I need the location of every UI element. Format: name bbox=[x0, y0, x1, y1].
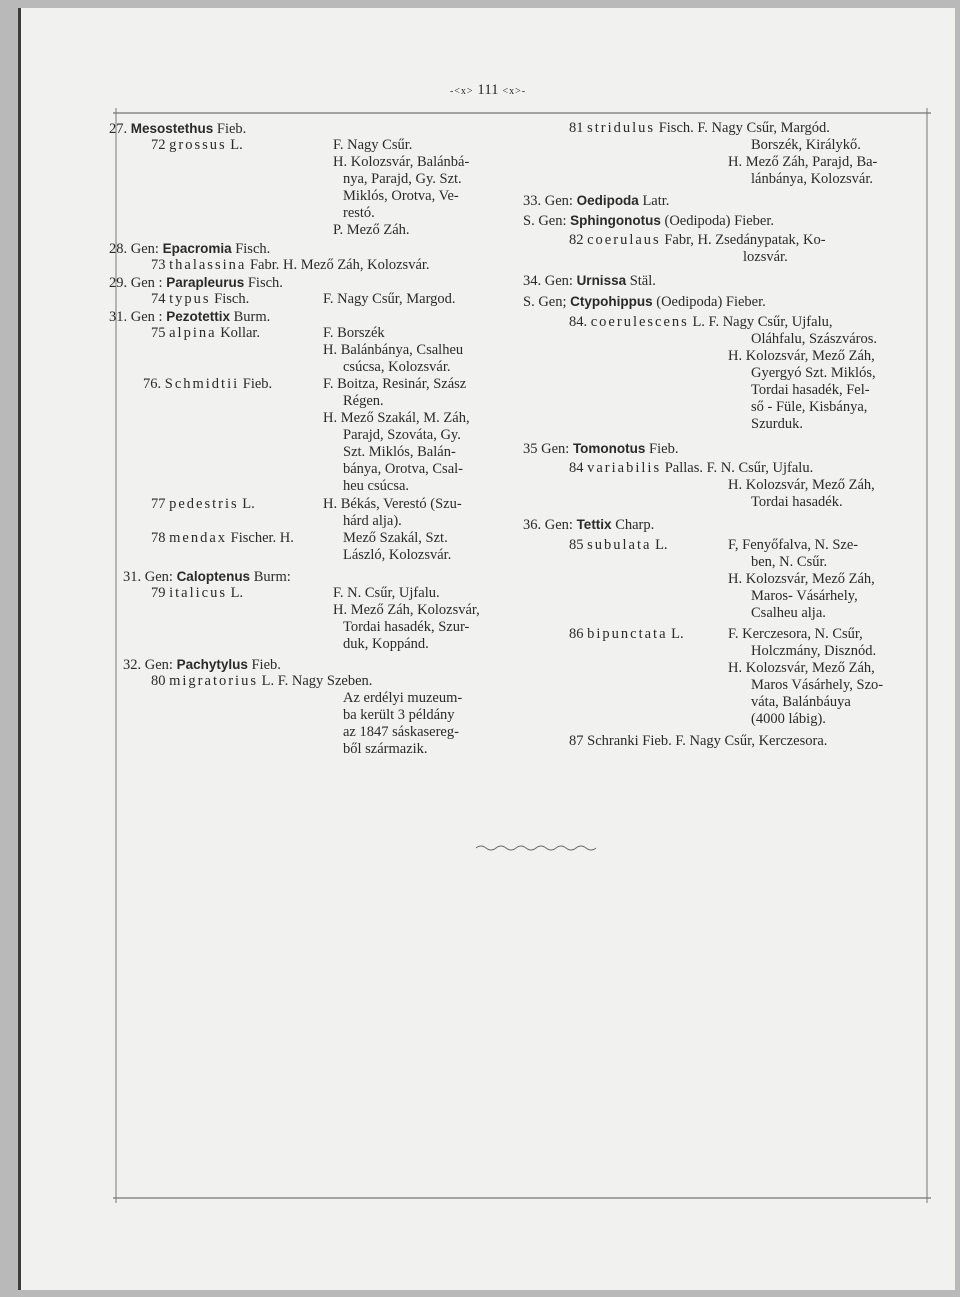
left-line bbox=[109, 274, 283, 292]
right-line bbox=[569, 733, 827, 750]
line-rest: Pallas. F. N. Csűr, Ujfalu. bbox=[661, 460, 814, 476]
genus-name: Parapleurus bbox=[166, 275, 245, 290]
line-text: H. Mező Szakál, M. Záh, bbox=[323, 410, 470, 426]
header-ornament-right: <x>- bbox=[502, 86, 527, 97]
right-line bbox=[751, 643, 876, 660]
line-text: 31. Gen : bbox=[109, 309, 167, 325]
header-ornament-left: -<x> bbox=[449, 86, 474, 97]
line-rest: Fabr, H. Zsedánypatak, Ko- bbox=[660, 232, 826, 248]
line-text: H. Balánbánya, Csalheu bbox=[323, 342, 464, 358]
line-rest: Charp. bbox=[611, 517, 655, 533]
genus-name: Caloptenus bbox=[176, 569, 251, 584]
left-line bbox=[151, 325, 260, 342]
line-text: F, Fenyőfalva, N. Sze- bbox=[728, 537, 859, 553]
line-text: (4000 lábig). bbox=[751, 711, 826, 727]
left-line bbox=[343, 393, 384, 410]
line-text: Maros- Vásárhely, bbox=[751, 588, 858, 604]
line-text: 81 bbox=[569, 120, 588, 136]
right-line bbox=[523, 440, 678, 458]
document-page bbox=[18, 8, 955, 1290]
line-text: H. Kolozsvár, Balánbá- bbox=[333, 154, 470, 170]
genus-name: Ctypohippus bbox=[570, 294, 653, 309]
right-line bbox=[751, 171, 873, 188]
line-text: H. Kolozsvár, Mező Záh, bbox=[728, 477, 875, 493]
left-line bbox=[123, 568, 291, 586]
line-rest: L. bbox=[238, 496, 255, 512]
line-rest: Fisch. bbox=[210, 291, 250, 307]
right-line bbox=[751, 382, 870, 399]
left-line bbox=[343, 171, 462, 188]
right-line bbox=[728, 537, 858, 554]
line-text: 82 bbox=[569, 232, 588, 248]
left-line bbox=[109, 240, 270, 258]
left-line bbox=[343, 513, 402, 530]
line-text: Tordai hasadék. bbox=[751, 494, 843, 510]
genus-name: Tomonotus bbox=[572, 441, 646, 456]
line-text: nya, Parajd, Gy. Szt. bbox=[343, 171, 462, 187]
line-rest: Fisch. bbox=[231, 241, 271, 257]
left-line bbox=[343, 461, 463, 478]
line-rest: L. bbox=[667, 626, 684, 642]
line-text: S. Gen: bbox=[523, 213, 571, 229]
left-line bbox=[109, 120, 246, 138]
line-rest: L. F. Nagy Csűr, Ujfalu, bbox=[688, 314, 833, 330]
line-text: Tordai hasadék, Fel- bbox=[751, 382, 870, 398]
left-line bbox=[343, 359, 451, 376]
line-rest: L. bbox=[651, 537, 668, 553]
species-name: coerulescens bbox=[590, 314, 689, 330]
line-text: Gyergyó Szt. Miklós, bbox=[751, 365, 876, 381]
genus-name: Oedipoda bbox=[576, 193, 639, 208]
line-text: László, Kolozsvár. bbox=[343, 547, 452, 563]
right-line bbox=[751, 331, 877, 348]
left-line bbox=[151, 291, 249, 308]
right-line bbox=[751, 137, 861, 154]
line-text: bánya, Orotva, Csal- bbox=[343, 461, 463, 477]
line-rest: Fischer. H. bbox=[227, 530, 294, 546]
line-text: Mező Szakál, Szt. bbox=[343, 530, 448, 546]
genus-name: Pachytylus bbox=[176, 657, 248, 672]
right-line bbox=[569, 314, 832, 331]
left-line bbox=[151, 673, 372, 690]
species-name: thalassina bbox=[169, 257, 247, 273]
species-name: migratorius bbox=[169, 673, 258, 689]
line-text: 72 bbox=[151, 137, 170, 153]
left-line bbox=[109, 308, 270, 326]
line-text: lánbánya, Kolozsvár. bbox=[751, 171, 874, 187]
left-line bbox=[323, 291, 456, 308]
line-text: 28. Gen: bbox=[109, 241, 163, 257]
line-text: 35 Gen: bbox=[523, 441, 573, 457]
line-text: duk, Koppánd. bbox=[343, 636, 429, 652]
line-text: Holczmány, Disznód. bbox=[751, 643, 877, 659]
line-text: P. Mező Záh. bbox=[333, 222, 410, 238]
line-text: Csalheu alja. bbox=[751, 605, 826, 621]
right-line bbox=[728, 626, 863, 643]
line-text: F. Borszék bbox=[323, 325, 385, 341]
line-text: Az erdélyi muzeum- bbox=[343, 690, 463, 706]
line-rest: Fisch. bbox=[244, 275, 283, 291]
left-line bbox=[123, 656, 281, 674]
left-line bbox=[343, 427, 461, 444]
line-text: F. Kerczesora, N. Csűr, bbox=[728, 626, 863, 642]
right-line bbox=[751, 677, 883, 694]
left-line bbox=[343, 530, 448, 547]
right-line bbox=[569, 460, 813, 477]
species-name: alpina bbox=[169, 325, 217, 341]
line-text: H. Kolozsvár, Mező Záh, bbox=[728, 660, 875, 676]
right-line bbox=[751, 588, 858, 605]
line-text: Miklós, Orotva, Ve- bbox=[343, 188, 459, 204]
species-name: typus bbox=[169, 291, 211, 307]
right-line bbox=[523, 516, 654, 534]
left-line bbox=[343, 619, 469, 636]
left-line bbox=[343, 636, 429, 653]
line-text: 33. Gen: bbox=[523, 193, 577, 209]
genus-name: Epacromia bbox=[162, 241, 232, 256]
line-rest: L. bbox=[227, 585, 244, 601]
species-name: Schmidtii bbox=[164, 376, 240, 392]
line-text: lozsvár. bbox=[743, 249, 788, 265]
line-text: 77 bbox=[151, 496, 170, 512]
right-line bbox=[569, 537, 668, 554]
genus-name: Sphingonotus bbox=[570, 213, 661, 228]
line-text: Parajd, Szováta, Gy. bbox=[343, 427, 461, 443]
line-text: hárd alja). bbox=[343, 513, 402, 529]
line-text: H. Békás, Verestó (Szu- bbox=[323, 496, 462, 512]
line-text: ben, N. Csűr. bbox=[751, 554, 828, 570]
left-line bbox=[343, 188, 459, 205]
left-line bbox=[343, 547, 451, 564]
right-line bbox=[569, 232, 826, 249]
right-line bbox=[751, 711, 826, 728]
line-text: Oláhfalu, Szászváros. bbox=[751, 331, 878, 347]
line-text: 79 bbox=[151, 585, 170, 601]
line-rest: Fabr. H. Mező Záh, Kolozsvár. bbox=[246, 257, 430, 273]
left-line bbox=[151, 257, 430, 274]
line-text: S. Gen; bbox=[523, 294, 571, 310]
line-rest: L. F. Nagy Szeben. bbox=[257, 673, 373, 689]
species-name: coerulaus bbox=[587, 232, 661, 248]
line-rest: Fieb. bbox=[645, 441, 679, 457]
line-rest: Stäl. bbox=[626, 273, 656, 289]
end-flourish bbox=[476, 846, 596, 850]
line-text: Borszék, Királykő. bbox=[751, 137, 861, 153]
line-rest: L. bbox=[226, 137, 243, 153]
line-rest: (Oedipoda) Fieber. bbox=[660, 213, 775, 229]
right-line bbox=[751, 494, 843, 511]
line-text: 84 bbox=[569, 460, 588, 476]
left-line bbox=[151, 530, 294, 547]
left-line bbox=[151, 585, 243, 602]
left-line bbox=[343, 444, 456, 461]
line-text: 85 bbox=[569, 537, 588, 553]
line-text: H. Mező Záh, Kolozsvár, bbox=[333, 602, 480, 618]
line-text: F. N. Csűr, Ujfalu. bbox=[333, 585, 440, 601]
line-text: 78 bbox=[151, 530, 170, 546]
right-line bbox=[751, 554, 827, 571]
page-number: 111 bbox=[477, 82, 499, 98]
right-line bbox=[523, 293, 766, 311]
line-rest: Burm: bbox=[250, 569, 291, 585]
line-text: 76. bbox=[143, 376, 165, 392]
line-rest: Latr. bbox=[638, 193, 670, 209]
line-text: 74 bbox=[151, 291, 170, 307]
line-text: Szt. Miklós, Balán- bbox=[343, 444, 456, 460]
right-line bbox=[569, 626, 684, 643]
species-name: stridulus bbox=[587, 120, 656, 136]
left-line bbox=[343, 724, 459, 741]
species-name: variabilis bbox=[587, 460, 662, 476]
left-line bbox=[343, 707, 455, 724]
left-line bbox=[343, 478, 409, 495]
left-line bbox=[343, 690, 462, 707]
right-line bbox=[751, 365, 876, 382]
left-line bbox=[343, 741, 428, 758]
left-line bbox=[323, 342, 463, 359]
genus-name: Pezotettix bbox=[166, 309, 230, 324]
left-line bbox=[343, 205, 375, 222]
species-name: grossus bbox=[169, 137, 227, 153]
line-text: ből származik. bbox=[343, 741, 428, 757]
left-line bbox=[323, 410, 470, 427]
right-line bbox=[751, 694, 851, 711]
line-text: 36. Gen: bbox=[523, 517, 577, 533]
species-name: subulata bbox=[587, 537, 652, 553]
left-line bbox=[333, 137, 412, 154]
line-rest: Fieb. bbox=[239, 376, 273, 392]
line-text: F. Nagy Csűr. bbox=[333, 137, 413, 153]
right-line bbox=[523, 212, 774, 230]
species-name: italicus bbox=[169, 585, 228, 601]
page-header bbox=[21, 82, 955, 99]
left-line bbox=[323, 376, 466, 393]
line-text: F. Boitza, Resinár, Szász bbox=[323, 376, 467, 392]
line-text: 34. Gen: bbox=[523, 273, 577, 289]
line-text: H. Kolozsvár, Mező Záh, bbox=[728, 348, 875, 364]
genus-name: Urnissa bbox=[576, 273, 627, 288]
line-rest: (Oedipoda) Fieber. bbox=[652, 294, 766, 310]
right-line bbox=[728, 660, 875, 677]
left-line bbox=[151, 137, 243, 154]
right-line bbox=[751, 605, 826, 622]
right-line bbox=[523, 272, 656, 290]
line-text: H. Kolozsvár, Mező Záh, bbox=[728, 571, 875, 587]
genus-name: Mesostethus bbox=[130, 121, 214, 136]
line-text: az 1847 sáskasereg- bbox=[343, 724, 459, 740]
genus-name: Tettix bbox=[576, 517, 612, 532]
left-line bbox=[143, 376, 272, 393]
left-line bbox=[333, 154, 469, 171]
line-text: 73 bbox=[151, 257, 170, 273]
left-line bbox=[333, 222, 410, 239]
left-line bbox=[323, 325, 385, 342]
line-rest: Fieb. bbox=[213, 121, 247, 137]
right-line bbox=[751, 399, 867, 416]
line-text: Szurduk. bbox=[751, 416, 803, 432]
line-text: ső - Füle, Kisbánya, bbox=[751, 399, 868, 415]
left-line bbox=[323, 496, 462, 513]
left-line bbox=[333, 602, 480, 619]
left-line bbox=[151, 496, 255, 513]
line-text: 80 bbox=[151, 673, 170, 689]
line-text: 84. bbox=[569, 314, 591, 330]
line-text: H. Mező Záh, Parajd, Ba- bbox=[728, 154, 878, 170]
line-text: Régen. bbox=[343, 393, 384, 409]
right-line bbox=[728, 348, 875, 365]
line-text: 31. Gen: bbox=[123, 569, 177, 585]
species-name: pedestris bbox=[169, 496, 239, 512]
line-text: F. Nagy Csűr, Margod. bbox=[323, 291, 456, 307]
line-rest: Fieb. bbox=[247, 657, 281, 673]
line-text: 32. Gen: bbox=[123, 657, 177, 673]
line-text: 29. Gen : bbox=[109, 275, 167, 291]
line-text: csúcsa, Kolozsvár. bbox=[343, 359, 451, 375]
line-text: Maros Vásárhely, Szo- bbox=[751, 677, 884, 693]
right-line bbox=[569, 120, 830, 137]
line-text: Tordai hasadék, Szur- bbox=[343, 619, 470, 635]
line-rest: Fisch. F. Nagy Csűr, Margód. bbox=[655, 120, 830, 136]
line-text: heu csúcsa. bbox=[343, 478, 410, 494]
left-line bbox=[333, 585, 440, 602]
species-name: bipunctata bbox=[587, 626, 668, 642]
line-rest: Kollar. bbox=[216, 325, 261, 341]
line-text: 87 Schranki Fieb. F. Nagy Csűr, Kerczesora. bbox=[569, 733, 828, 749]
right-line bbox=[523, 192, 669, 210]
line-text: 86 bbox=[569, 626, 588, 642]
right-line bbox=[728, 154, 877, 171]
right-line bbox=[728, 477, 875, 494]
line-text: 27. bbox=[109, 121, 131, 137]
line-text: váta, Balánbáuya bbox=[751, 694, 851, 710]
line-text: restó. bbox=[343, 205, 375, 221]
right-line bbox=[743, 249, 788, 266]
right-line bbox=[751, 416, 803, 433]
line-text: 75 bbox=[151, 325, 170, 341]
line-rest: Burm. bbox=[229, 309, 271, 325]
line-text: ba került 3 példány bbox=[343, 707, 455, 723]
species-name: mendax bbox=[169, 530, 228, 546]
right-line bbox=[728, 571, 875, 588]
